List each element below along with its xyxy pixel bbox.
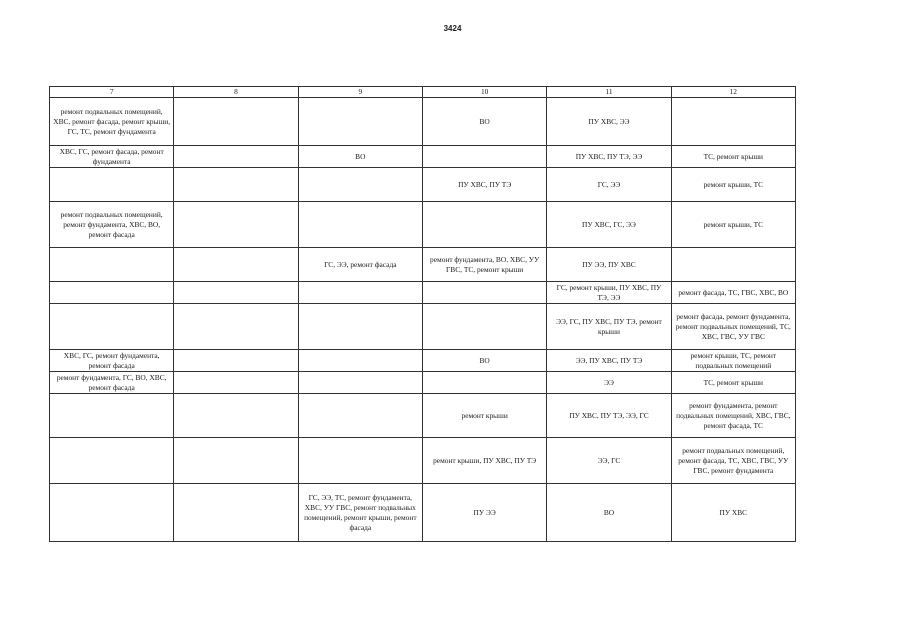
table-cell-col-8 <box>174 304 298 350</box>
table-cell-col-10: ремонт фундамента, ВО, ХВС, УУ ГВС, ТС, ремонт крыши <box>422 248 546 282</box>
table-cell-col-10: ВО <box>422 350 546 372</box>
table-cell-col-10 <box>422 304 546 350</box>
header-cell-10: 10 <box>422 87 546 98</box>
table-cell-col-8 <box>174 248 298 282</box>
table-cell-col-9 <box>298 438 422 484</box>
table-row <box>50 304 796 350</box>
table-cell-col-7: ремонт фундамента, ГС, ВО, ХВС, ремонт фасада <box>50 372 174 394</box>
table-cell-col-7 <box>50 438 174 484</box>
table-cell-col-8 <box>174 282 298 304</box>
table-cell-col-12 <box>671 98 795 146</box>
table-cell-col-11: ПУ ЭЭ, ПУ ХВС <box>547 248 671 282</box>
header-row <box>50 87 796 98</box>
table-row <box>50 146 796 168</box>
table-cell-col-8 <box>174 484 298 542</box>
table-cell-col-7 <box>50 282 174 304</box>
table-cell-col-11: ЭЭ, ГС, ПУ ХВС, ПУ ТЭ, ремонт крыши <box>547 304 671 350</box>
header-cell-8: 8 <box>174 87 298 98</box>
table-cell-col-11: ГС, ЭЭ <box>547 168 671 202</box>
table-cell-col-12: ремонт фундамента, ремонт подвальных помещений, ХВС, ГВС, ремонт фасада, ТС <box>671 394 795 438</box>
header-cell-7: 7 <box>50 87 174 98</box>
table-cell-col-9 <box>298 304 422 350</box>
table-row <box>50 438 796 484</box>
table-cell-col-12: ремонт фасада, ТС, ГВС, ХВС, ВО <box>671 282 795 304</box>
table-row <box>50 282 796 304</box>
table-cell-col-8 <box>174 202 298 248</box>
header-cell-11: 11 <box>547 87 671 98</box>
table-row <box>50 202 796 248</box>
table-cell-col-11: ЭЭ, ГС <box>547 438 671 484</box>
table-cell-col-7 <box>50 484 174 542</box>
table-cell-col-9 <box>298 202 422 248</box>
table-cell-col-7 <box>50 304 174 350</box>
table-cell-col-10 <box>422 372 546 394</box>
table-cell-col-10 <box>422 146 546 168</box>
table-cell-col-11: ПУ ХВС, ПУ ТЭ, ЭЭ <box>547 146 671 168</box>
table-cell-col-7: ХВС, ГС, ремонт фасада, ремонт фундамента <box>50 146 174 168</box>
table-cell-col-12: ремонт крыши, ТС <box>671 168 795 202</box>
table-cell-col-12: ремонт подвальных помещений, ремонт фасада, ТС, ХВС, ГВС, УУ ГВС, ремонт фундамента <box>671 438 795 484</box>
table-cell-col-11: ПУ ХВС, ЭЭ <box>547 98 671 146</box>
table-cell-col-7 <box>50 394 174 438</box>
table-row <box>50 484 796 542</box>
table-cell-col-11: ЭЭ, ПУ ХВС, ПУ ТЭ <box>547 350 671 372</box>
table-cell-col-9: ГС, ЭЭ, ТС, ремонт фундамента, ХВС, УУ ГВС, ремонт подвальных помещений, ремонт крыши, ремонт фасада <box>298 484 422 542</box>
table-cell-col-11: ЭЭ <box>547 372 671 394</box>
header-cell-9: 9 <box>298 87 422 98</box>
table-cell-col-7: ХВС, ГС, ремонт фундамента, ремонт фасада <box>50 350 174 372</box>
table-cell-col-12: ТС, ремонт крыши <box>671 146 795 168</box>
table-row <box>50 248 796 282</box>
table-cell-col-9: ГС, ЭЭ, ремонт фасада <box>298 248 422 282</box>
table-row <box>50 372 796 394</box>
table-cell-col-8 <box>174 394 298 438</box>
table-cell-col-10: ремонт крыши <box>422 394 546 438</box>
table-row <box>50 98 796 146</box>
table-cell-col-11: ПУ ХВС, ГС, ЭЭ <box>547 202 671 248</box>
table-row <box>50 168 796 202</box>
table-cell-col-12 <box>671 248 795 282</box>
table-cell-col-8 <box>174 146 298 168</box>
table-cell-col-12: ТС, ремонт крыши <box>671 372 795 394</box>
table-cell-col-7: ремонт подвальных помещений, ремонт фундамента, ХВС, ВО, ремонт фасада <box>50 202 174 248</box>
table-cell-col-12: ремонт крыши, ТС, ремонт подвальных помещений <box>671 350 795 372</box>
page-number: 3424 <box>443 24 462 33</box>
table-cell-col-9 <box>298 282 422 304</box>
table-cell-col-11: ПУ ХВС, ПУ ТЭ, ЭЭ, ГС <box>547 394 671 438</box>
table-cell-col-8 <box>174 168 298 202</box>
table-cell-col-9 <box>298 98 422 146</box>
table-cell-col-8 <box>174 372 298 394</box>
table-cell-col-9 <box>298 168 422 202</box>
table-cell-col-10: ПУ ЭЭ <box>422 484 546 542</box>
table-cell-col-12: ремонт фасада, ремонт фундамента, ремонт подвальных помещений, ТС, ХВС, ГВС, УУ ГВС <box>671 304 795 350</box>
table-cell-col-9 <box>298 372 422 394</box>
table-body <box>50 98 796 542</box>
data-table <box>49 86 796 542</box>
table-cell-col-12: ПУ ХВС <box>671 484 795 542</box>
table-cell-col-8 <box>174 350 298 372</box>
table-cell-col-12: ремонт крыши, ТС <box>671 202 795 248</box>
table-cell-col-7 <box>50 248 174 282</box>
table-cell-col-9 <box>298 350 422 372</box>
table-cell-col-10 <box>422 202 546 248</box>
table-cell-col-7: ремонт подвальных помещений, ХВС, ремонт фасада, ремонт крыши, ГС, ТС, ремонт фундамента <box>50 98 174 146</box>
table-cell-col-7 <box>50 168 174 202</box>
table-cell-col-11: ГС, ремонт крыши, ПУ ХВС, ПУ ТЭ, ЭЭ <box>547 282 671 304</box>
table-cell-col-8 <box>174 98 298 146</box>
table-cell-col-11: ВО <box>547 484 671 542</box>
table-cell-col-9 <box>298 394 422 438</box>
table-cell-col-8 <box>174 438 298 484</box>
table-cell-col-10: ВО <box>422 98 546 146</box>
table-cell-col-9: ВО <box>298 146 422 168</box>
header-cell-12: 12 <box>671 87 795 98</box>
table-cell-col-10: ремонт крыши, ПУ ХВС, ПУ ТЭ <box>422 438 546 484</box>
table-header <box>50 87 796 98</box>
table-cell-col-10: ПУ ХВС, ПУ ТЭ <box>422 168 546 202</box>
table-row <box>50 350 796 372</box>
table-cell-col-10 <box>422 282 546 304</box>
table-row <box>50 394 796 438</box>
